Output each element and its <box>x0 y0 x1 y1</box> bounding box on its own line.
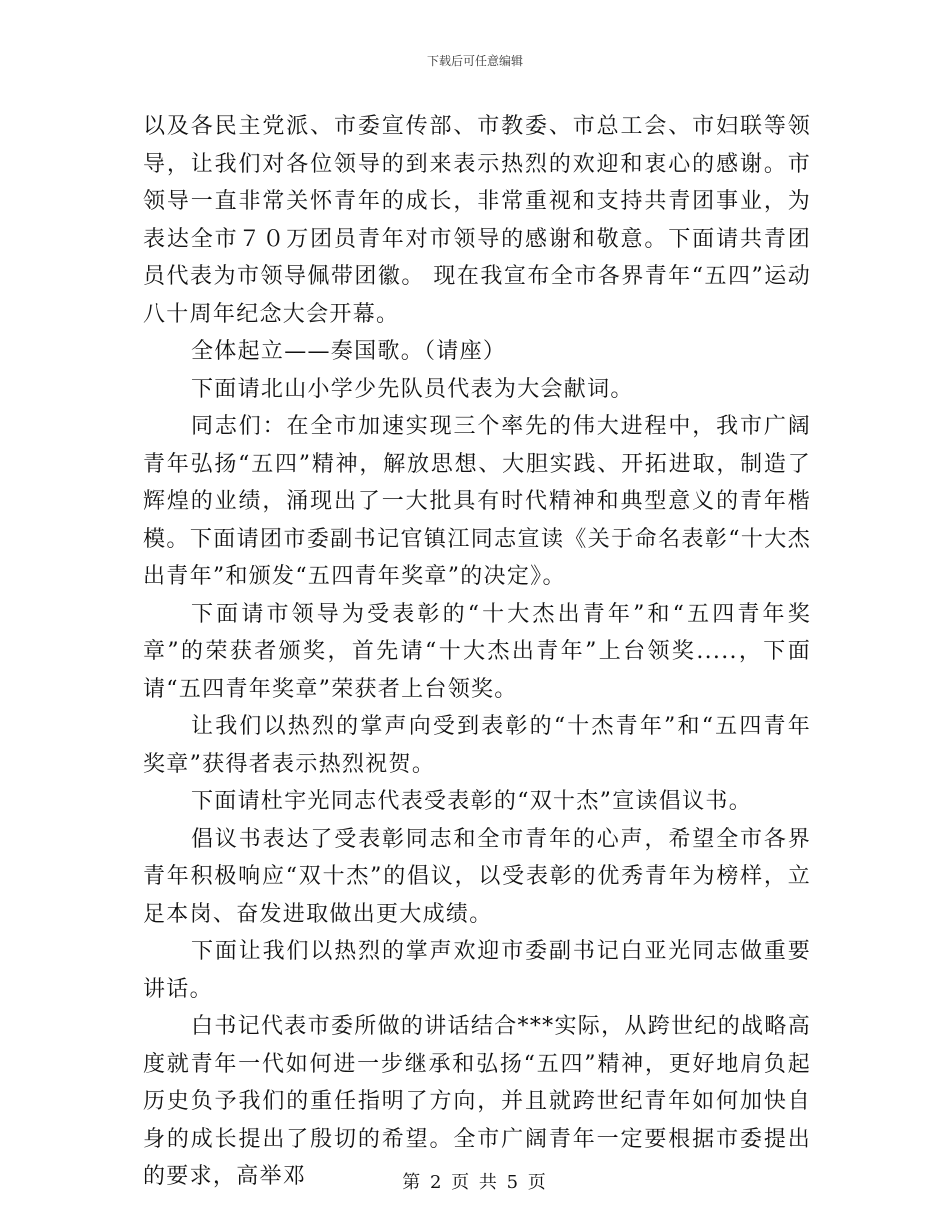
header-note: 下载后可任意编辑 <box>426 54 523 68</box>
paragraph: 下面让我们以热烈的掌声欢迎市委副书记白亚光同志做重要讲话。 <box>143 939 811 1002</box>
paragraph: 下面请杜宇光同志代表受表彰的“双十杰”宣读倡议书。 <box>191 789 752 814</box>
paragraph: 下面请市领导为受表彰的“十大杰出青年”和“五四青年奖章”的荣获者颁奖，首先请“十大杰出青年”上台领奖.....，下面请“五四青年奖章”荣获者上台领奖。 <box>143 601 811 702</box>
paragraph: 倡议书表达了受表彰同志和全市青年的心声，希望全市各界青年积极响应“双十杰”的倡议，以受表彰的优秀青年为榜样，立足本岗、奋发进取做出更大成绩。 <box>143 826 811 927</box>
paragraph: 白书记代表市委所做的讲话结合***实际，从跨世纪的战略高度就青年一代如何进一步继承和弘扬“五四”精神，更好地肩负起历史负予我们的重任指明了方向，并且就跨世纪青年如何加快自身的成长提出了殷切的希望。全市广阔青年一定要根据市委提出的要求，高举邓 <box>143 1014 811 1189</box>
paragraph: 以及各民主党派、市委宣传部、市教委、市总工会、市妇联等领导，让我们对各位领导的到来表示热烈的欢迎和衷心的感谢。市领导一直非常关怀青年的成长，非常重视和支持共青团事业，为表达全市７０万团员青年对市领导的感谢和敬意。下面请共青团员代表为市领导佩带团徽。 现在我宣布全市各界青年“五四”运动八十周年纪念大会开幕。 <box>143 114 811 327</box>
paragraph: 同志们：在全市加速实现三个率先的伟大进程中，我市广阔青年弘扬“五四”精神，解放思想、大胆实践、开拓进取，制造了辉煌的业绩，涌现出了一大批具有时代精神和典型意义的青年楷模。下面请团市委副书记官镇江同志宣读《关于命名表彰“十大杰出青年”和颁发“五四青年奖章”的决定》。 <box>143 414 811 589</box>
paragraph: 让我们以热烈的掌声向受到表彰的“十杰青年”和“五四青年奖章”获得者表示热烈祝贺。 <box>143 714 811 777</box>
page-number-footer: 第 2 页 共 5 页 <box>402 1172 548 1193</box>
paragraph: 下面请北山小学少先队员代表为大会献词。 <box>191 376 634 402</box>
paragraph: 全体起立——奏国歌。（请座） <box>191 339 507 364</box>
body-text <box>143 108 811 1196</box>
